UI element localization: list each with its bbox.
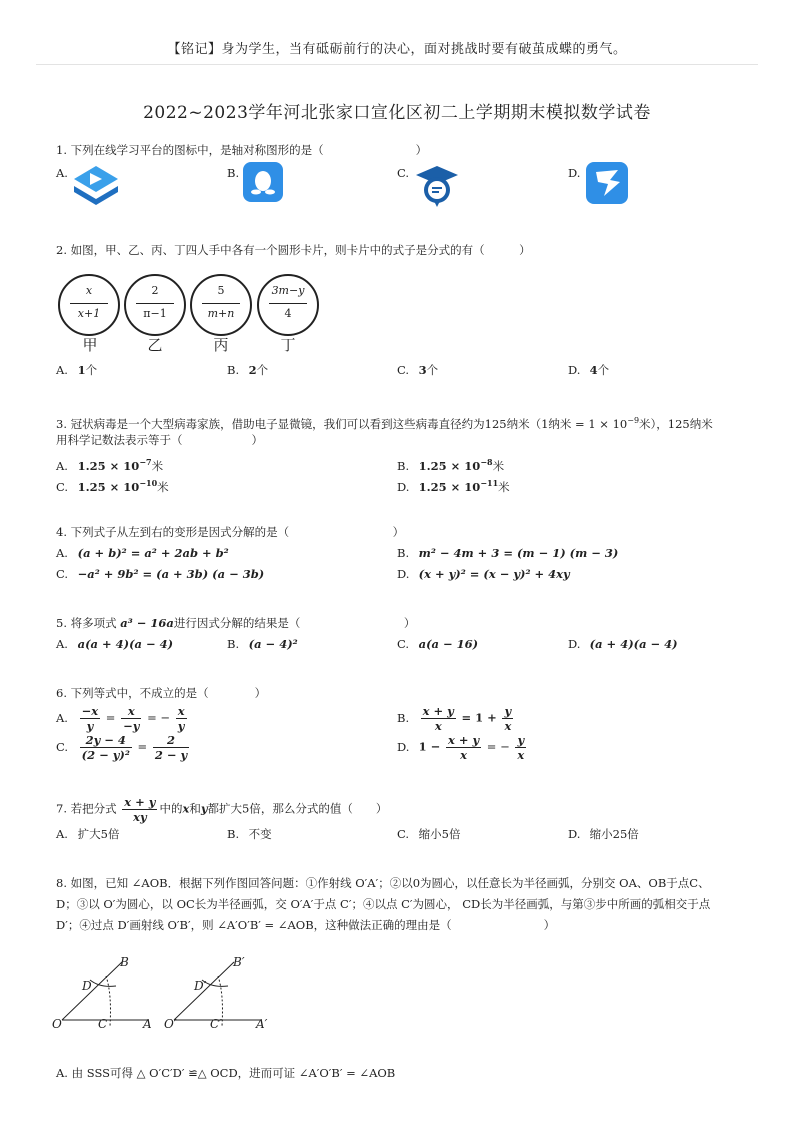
label-A: A	[143, 1017, 152, 1031]
card-yi: 2 π−1	[124, 274, 186, 336]
q4-option-b: B. m² − 4m + 3 = (m − 1) (m − 3)	[397, 546, 619, 560]
card-ding: 3m−y 4	[257, 274, 319, 336]
bird-logo-icon	[586, 162, 628, 204]
q7-option-b: B. 不变	[227, 827, 272, 841]
q6-stem: 6. 下列等式中，不成立的是（ ）	[56, 686, 267, 700]
label-C-prime: C′	[210, 1017, 222, 1031]
label-B: B	[120, 955, 129, 969]
q2-option-c: C. 3个	[397, 363, 439, 377]
q7-option-c: C. 缩小5倍	[397, 827, 461, 841]
q5-option-a: A. a(a + 4)(a − 4)	[56, 637, 174, 651]
card-jia: x x+1	[58, 274, 120, 336]
label-O-prime: O′	[164, 1017, 177, 1031]
q3-option-d: D. $1.25 \times 10^{-11}$米	[397, 478, 510, 494]
q8-stem-line2: D；③以 O′为圆心，以 OC长为半径画弧，交 O′A′于点 C′；④以点 C′为圆心， CD长为半径画弧，与第③步中所画的弧相交于点	[56, 897, 711, 911]
q1-label-a: A.	[56, 166, 68, 180]
q4-option-a: A. (a + b)² = a² + 2ab + b²	[56, 546, 229, 560]
q7-stem: 7. 若把分式 $\frac{x + y}{xy}$ 中的x和y都扩大5倍，那么分式的值（ ）	[56, 795, 388, 824]
q2-option-d: D. 4个	[568, 363, 610, 377]
card-name-ding: 丁	[280, 336, 296, 354]
q6-option-d: D. 1 − $\frac{x + y}{x}$ = − $\frac{y}{x}$	[397, 733, 525, 762]
play-logo-icon	[72, 164, 120, 206]
motto-header: 【铭记】身为学生，当有砥砺前行的决心，面对挑战时要有破茧成蝶的勇气。	[167, 42, 627, 57]
q5-option-d: D. (a + 4)(a − 4)	[568, 637, 678, 651]
q4-option-d: D. (x + y)² = (x − y)² + 4xy	[397, 567, 570, 581]
angle-construction-figure	[50, 950, 290, 1040]
label-A-prime: A′	[256, 1017, 268, 1031]
q1-label-b: B.	[227, 166, 240, 180]
q3-option-a: A. $1.25 \times 10^{-7}$米	[56, 457, 164, 473]
q8-stem-line1: 8. 如图，已知 ∠AOB．根据下列作图回答问题：①作射线 O′A′；②以0为圆心，以任意长为半径画弧，分别交 OA、OB于点C、	[56, 876, 710, 890]
graduation-cap-logo-icon	[414, 164, 460, 208]
q5-option-c: C. a(a − 16)	[397, 637, 479, 651]
q7-option-d: D. 缩小25倍	[568, 827, 639, 841]
q6-option-c: C. $\frac{2y - 4}{\text{(2 − y)²}}$ = $\frac{2}{2 - y}$	[56, 733, 188, 762]
q4-option-c: C. −a² + 9b² = (a + 3b) (a − 3b)	[56, 567, 265, 581]
card-bing: 5 m+n	[190, 274, 252, 336]
q3-stem-line1: 3. 冠状病毒是一个大型病毒家族，借助电子显微镜，我们可以看到这些病毒直径约为125纳米（1纳米 = $1 \times 10^{-9}$米），125纳米	[56, 416, 713, 431]
q3-option-b: B. $1.25 \times 10^{-8}$米	[397, 457, 505, 473]
card-name-bing: 丙	[213, 336, 229, 354]
penguin-logo-icon	[243, 162, 283, 202]
q5-option-b: B. (a − 4)²	[227, 637, 298, 651]
q2-option-b: B. 2个	[227, 363, 269, 377]
label-B-prime: B′	[233, 955, 245, 969]
q6-option-b: B. $\frac{x + y}{x}$ = 1 + $\frac{y}{x}$	[397, 704, 512, 733]
q2-stem: 2. 如图，甲、乙、丙、丁四人手中各有一个圆形卡片，则卡片中的式子是分式的有（ ）	[56, 243, 531, 257]
q5-stem: 5. 将多项式 a³ − 16a进行因式分解的结果是（ ）	[56, 616, 416, 630]
q7-option-a: A. 扩大5倍	[56, 827, 120, 841]
label-D: D	[82, 979, 92, 993]
label-C: C	[98, 1017, 108, 1031]
label-D-prime: D′	[194, 979, 207, 993]
q3-option-c: C. $1.25 \times 10^{-10}$米	[56, 478, 169, 494]
card-name-yi: 乙	[147, 336, 163, 354]
q1-stem: 1. 下列在线学习平台的图标中，是轴对称图形的是（ ）	[56, 143, 428, 157]
q6-option-a: A. $\frac{-x}{y}$ = $\frac{x}{-y}$ = − $\frac{x}{y}$	[56, 704, 185, 733]
q2-option-a: A. 1个	[56, 363, 98, 377]
q4-stem: 4. 下列式子从左到右的变形是因式分解的是（ ）	[56, 525, 405, 539]
card-name-jia: 甲	[82, 336, 98, 354]
label-O: O	[52, 1017, 62, 1031]
q8-stem-line3: D′；④过点 D′画射线 O′B′，则 ∠A′O′B′ = ∠AOB，这种做法正确的理由是（ ）	[56, 918, 556, 932]
header-divider	[36, 64, 758, 65]
q1-label-d: D.	[568, 166, 581, 180]
page-title: 2022~2023学年河北张家口宣化区初二上学期期末模拟数学试卷	[143, 103, 651, 123]
q8-option-a: A. 由 SSS可得 △ O′C′D′ ≌△ OCD，进而可证 ∠A′O′B′ = ∠AOB	[56, 1066, 396, 1080]
q3-stem-line2: 用科学记数法表示等于（ ）	[56, 433, 263, 447]
q1-label-c: C.	[397, 166, 410, 180]
